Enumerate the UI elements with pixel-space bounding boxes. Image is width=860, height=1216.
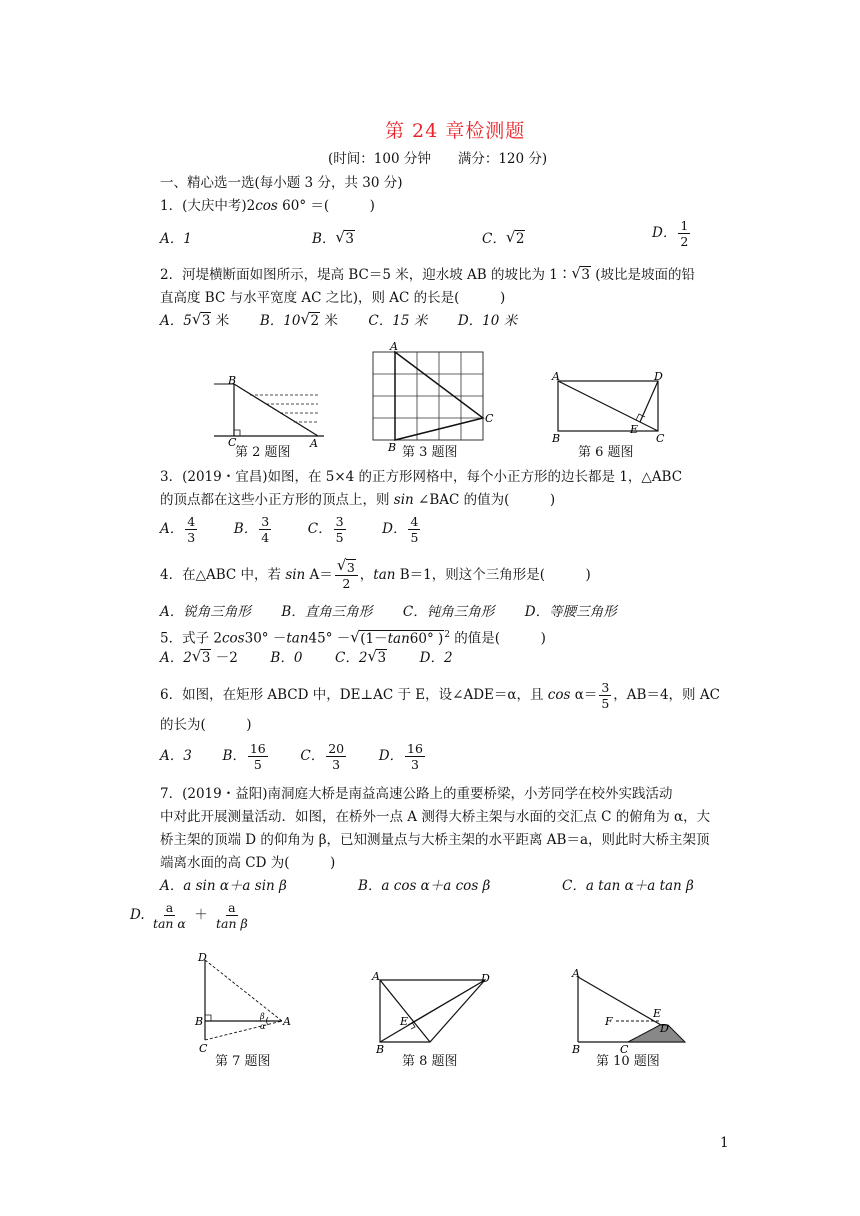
q1-option-d: D． $\frac{1}{2}$ xyxy=(652,218,689,249)
svg-text:A: A xyxy=(283,1015,291,1028)
question-7-line1: 7．(2019・益阳)南洞庭大桥是南益高速公路上的重要桥梁，小芳同学在校外实践活动 xyxy=(160,786,673,802)
svg-text:E: E xyxy=(400,1015,409,1028)
svg-text:E: E xyxy=(653,1007,662,1020)
svg-text:D: D xyxy=(481,972,490,985)
svg-text:β: β xyxy=(260,1012,265,1021)
q7-option-b: B．a cos α＋a cos β xyxy=(358,878,491,894)
svg-text:B: B xyxy=(195,1015,204,1028)
q7-option-a: A．a sin α＋a sin β xyxy=(160,878,287,894)
figure-7-bridge xyxy=(194,951,291,1055)
page-number: 1 xyxy=(720,1135,729,1151)
question-7-line3: 桥主架的顶端 D 的仰角为 β，已知测量点与大桥主架的水平距离 AB＝a，则此时大桥主架顶 xyxy=(160,832,710,848)
question-2-line1: 2．河堤横断面如图所示，堤高 BC＝5 米，迎水坡 AB 的坡比为 1∶√ 3 (坡比是坡面的铅 xyxy=(160,266,695,284)
svg-text:C: C xyxy=(199,1042,208,1055)
q1-option-c: C．√ 2 xyxy=(482,230,525,248)
question-4-stem: 4．在△ABC 中，若 sin A＝ √ $\frac{3}{2}$ ，tan B＝1，则这个三角形是( ) xyxy=(160,560,591,591)
q7-option-c: C．a tan α＋a tan β xyxy=(562,878,694,894)
q5-options: A．2√ 3 －2 B．0 C．2√ 3 D．2 xyxy=(160,649,453,667)
svg-text:B: B xyxy=(376,1043,385,1056)
question-6-line1: 6．如图，在矩形 ABCD 中，DE⊥AC 于 E，设∠ADE＝α，且 cos α＝ $\frac{3}{5}$ ，AB＝4，则 AC xyxy=(160,680,720,711)
figure-3-caption: 第 3 题图 xyxy=(402,445,458,460)
svg-text:B: B xyxy=(228,374,237,387)
svg-text:C: C xyxy=(620,1043,629,1056)
q2-options: A．5√ 3 米 B．10√ 2 米 C．15 米 D．10 米 xyxy=(160,312,517,330)
q4-options: A．锐角三角形 B．直角三角形 C．钝角三角形 D．等腰三角形 xyxy=(160,604,617,620)
question-2-line2: 直高度 BC 与水平宽度 AC 之比)，则 AC 的长是( ) xyxy=(160,290,506,306)
figure-2-caption: 第 2 题图 xyxy=(235,445,291,460)
figure-10-caption: 第 10 题图 xyxy=(596,1054,660,1069)
q3-options: A． $\frac{4}{3}$ B． $\frac{3}{4}$ C． $\frac{3}{5}$ D． $\frac{4}{5}$ xyxy=(160,514,419,545)
figure-6-rectangle xyxy=(551,370,665,445)
page-title: 第 24 章检测题 xyxy=(385,120,526,142)
svg-text:A: A xyxy=(572,967,580,980)
figure-7-caption: 第 7 题图 xyxy=(215,1054,271,1069)
exam-info: (时间：100 分钟 满分：120 分) xyxy=(328,151,548,167)
figure-2-embankment xyxy=(214,374,324,450)
question-3-line1: 3．(2019・宜昌)如图，在 5×4 的正方形网格中，每个小正方形的边长都是 1，△ABC xyxy=(160,469,683,485)
question-7-line2: 中对此开展测量活动．如图，在桥外一点 A 测得大桥主架与水面的交汇点 C 的俯角为 α，大 xyxy=(160,809,711,825)
svg-text:B: B xyxy=(572,1043,581,1056)
svg-text:A: A xyxy=(372,970,380,983)
section-heading: 一、精心选一选(每小题 3 分，共 30 分) xyxy=(160,175,403,191)
figures-row-2 xyxy=(190,945,710,1065)
svg-text:D: D xyxy=(198,951,207,964)
figure-10-slope xyxy=(571,967,685,1056)
svg-text:C: C xyxy=(485,412,494,425)
q1-option-b: B．√ 3 xyxy=(312,230,355,248)
question-1-stem: 1．(大庆中考)2cos 60° ＝( ) xyxy=(160,198,375,214)
question-7-line4: 端离水面的高 CD 为( ) xyxy=(160,855,336,871)
question-5-stem: 5．式子 2cos30° －tan45° －√ (1－tan60° )$^2$ 的值是( ) xyxy=(160,626,546,648)
question-6-line2: 的长为( ) xyxy=(160,717,252,733)
q7-option-d: D. $\frac{a}{\text{tan α}}$ ＋ $\frac{a}{\text{tan β}}$ xyxy=(130,900,248,931)
svg-text:B: B xyxy=(552,432,561,445)
figure-8-caption: 第 8 题图 xyxy=(402,1054,458,1069)
figure-6-caption: 第 6 题图 xyxy=(578,445,634,460)
svg-text:C: C xyxy=(228,436,237,449)
svg-text:B: B xyxy=(388,441,397,454)
question-3-line2: 的顶点都在这些小正方形的顶点上，则 sin ∠BAC 的值为( ) xyxy=(160,492,556,508)
svg-text:D: D xyxy=(660,1022,669,1035)
svg-text:F: F xyxy=(605,1015,613,1028)
figure-8-rectangle xyxy=(371,970,490,1056)
svg-text:A: A xyxy=(390,340,398,353)
svg-text:C: C xyxy=(656,432,665,445)
svg-text:E: E xyxy=(630,423,639,436)
svg-text:α: α xyxy=(260,1022,266,1031)
svg-text:A: A xyxy=(310,437,318,450)
svg-text:D: D xyxy=(654,370,663,383)
svg-text:A: A xyxy=(552,370,560,383)
q6-options: A．3 B． $\frac{16}{5}$ C． $\frac{20}{3}$ D． $\frac{16}{3}$ xyxy=(160,741,423,772)
q1-option-a: A．1 xyxy=(160,231,192,247)
figure-3-grid xyxy=(373,340,494,454)
